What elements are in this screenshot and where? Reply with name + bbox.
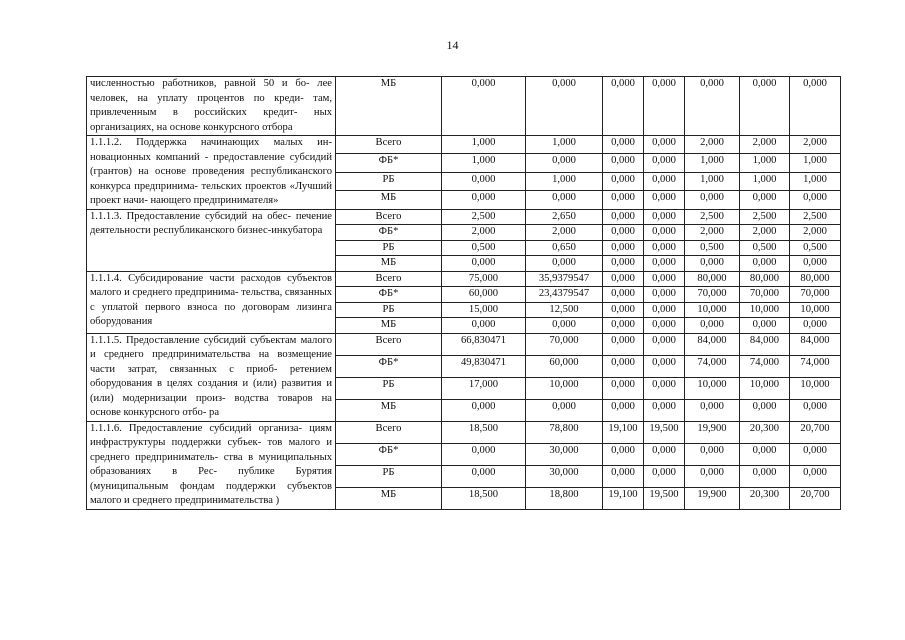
funding-source-cell: МБ	[336, 256, 442, 272]
amount-cell: 0,000	[740, 318, 790, 334]
amount-cell: 20,700	[790, 487, 841, 509]
funding-source-cell: ФБ*	[336, 287, 442, 303]
funding-source-cell: Всего	[336, 271, 442, 287]
amount-cell: 2,650	[526, 209, 603, 225]
amount-cell: 2,500	[685, 209, 740, 225]
amount-cell: 1,000	[740, 172, 790, 190]
amount-cell: 19,900	[685, 421, 740, 443]
amount-cell: 0,000	[685, 256, 740, 272]
amount-cell: 10,000	[790, 377, 841, 399]
amount-cell: 30,000	[526, 443, 603, 465]
funding-source-cell: ФБ*	[336, 154, 442, 172]
amount-cell: 0,000	[740, 443, 790, 465]
amount-cell: 0,000	[644, 355, 685, 377]
amount-cell: 0,000	[603, 355, 644, 377]
funding-source-cell: ФБ*	[336, 443, 442, 465]
amount-cell: 84,000	[740, 333, 790, 355]
amount-cell: 60,000	[526, 355, 603, 377]
funding-source-cell: МБ	[336, 318, 442, 334]
amount-cell: 0,000	[644, 225, 685, 241]
measure-description: численностью работников, равной 50 и бо- лее человек, на уплату процентов по креди- там, привлеченным в российских кредит- ных организациях, на основе конкурсного отбора	[87, 77, 336, 136]
amount-cell: 74,000	[685, 355, 740, 377]
table-row	[87, 421, 841, 443]
amount-cell: 1,000	[442, 136, 526, 154]
amount-cell: 0,000	[603, 399, 644, 421]
amount-cell: 2,500	[790, 209, 841, 225]
amount-cell: 49,830471	[442, 355, 526, 377]
measure-description: 1.1.1.4. Субсидирование части расходов субъектов малого и среднего предпринима- тельства, связанных с уплатой первого взноса по договорам лизинга оборудования	[87, 271, 336, 333]
amount-cell: 0,500	[442, 240, 526, 256]
funding-source-cell: МБ	[336, 191, 442, 209]
amount-cell: 2,500	[740, 209, 790, 225]
amount-cell: 0,000	[790, 465, 841, 487]
amount-cell: 0,000	[526, 154, 603, 172]
amount-cell: 60,000	[442, 287, 526, 303]
funding-source-cell: Всего	[336, 209, 442, 225]
amount-cell: 2,000	[790, 136, 841, 154]
amount-cell: 20,300	[740, 421, 790, 443]
amount-cell: 0,000	[644, 240, 685, 256]
amount-cell: 2,000	[790, 225, 841, 241]
amount-cell: 75,000	[442, 271, 526, 287]
amount-cell: 84,000	[790, 333, 841, 355]
amount-cell: 0,000	[685, 318, 740, 334]
table-row	[87, 333, 841, 355]
funding-source-cell: Всего	[336, 333, 442, 355]
amount-cell: 0,000	[526, 191, 603, 209]
amount-cell: 0,000	[644, 191, 685, 209]
amount-cell: 0,000	[603, 225, 644, 241]
amount-cell: 0,000	[685, 77, 740, 136]
measure-description: 1.1.1.2. Поддержка начинающих малых ин- новационных компаний - предоставление субсидий (грантов) на основе проведения республиканского конкурса предпринима- тельских проектов «Лучший проект начи- нающего предпринимателя»	[87, 136, 336, 210]
amount-cell: 2,000	[685, 225, 740, 241]
amount-cell: 0,000	[644, 333, 685, 355]
amount-cell: 10,000	[685, 377, 740, 399]
amount-cell: 0,000	[644, 209, 685, 225]
amount-cell: 19,100	[603, 487, 644, 509]
amount-cell: 0,000	[442, 172, 526, 190]
amount-cell: 1,000	[685, 172, 740, 190]
funding-source-cell: РБ	[336, 240, 442, 256]
funding-source-cell: Всего	[336, 136, 442, 154]
amount-cell: 74,000	[790, 355, 841, 377]
amount-cell: 0,000	[644, 302, 685, 318]
amount-cell: 2,000	[685, 136, 740, 154]
amount-cell: 10,000	[790, 302, 841, 318]
amount-cell: 10,000	[740, 302, 790, 318]
funding-source-cell: РБ	[336, 377, 442, 399]
amount-cell: 0,000	[790, 256, 841, 272]
amount-cell: 0,000	[603, 154, 644, 172]
amount-cell: 0,500	[790, 240, 841, 256]
amount-cell: 1,000	[740, 154, 790, 172]
table-row	[87, 77, 841, 136]
amount-cell: 0,000	[603, 318, 644, 334]
amount-cell: 0,000	[526, 256, 603, 272]
amount-cell: 0,650	[526, 240, 603, 256]
amount-cell: 0,000	[603, 172, 644, 190]
funding-source-cell: РБ	[336, 302, 442, 318]
amount-cell: 0,000	[603, 271, 644, 287]
amount-cell: 0,000	[442, 318, 526, 334]
amount-cell: 0,000	[603, 465, 644, 487]
amount-cell: 0,000	[442, 443, 526, 465]
amount-cell: 0,000	[740, 465, 790, 487]
amount-cell: 0,000	[603, 240, 644, 256]
amount-cell: 2,000	[740, 225, 790, 241]
amount-cell: 0,000	[644, 271, 685, 287]
amount-cell: 35,9379547	[526, 271, 603, 287]
amount-cell: 19,100	[603, 421, 644, 443]
amount-cell: 0,000	[644, 465, 685, 487]
amount-cell: 19,500	[644, 421, 685, 443]
amount-cell: 0,000	[790, 443, 841, 465]
amount-cell: 0,000	[603, 302, 644, 318]
amount-cell: 0,000	[603, 287, 644, 303]
amount-cell: 0,000	[603, 77, 644, 136]
amount-cell: 0,000	[644, 377, 685, 399]
amount-cell: 0,000	[790, 77, 841, 136]
funding-source-cell: Всего	[336, 421, 442, 443]
amount-cell: 0,000	[644, 318, 685, 334]
table-row	[87, 136, 841, 154]
amount-cell: 78,800	[526, 421, 603, 443]
amount-cell: 0,000	[685, 443, 740, 465]
amount-cell: 10,000	[526, 377, 603, 399]
amount-cell: 0,000	[644, 172, 685, 190]
funding-source-cell: МБ	[336, 399, 442, 421]
funding-source-cell: ФБ*	[336, 355, 442, 377]
amount-cell: 0,000	[740, 256, 790, 272]
amount-cell: 0,500	[740, 240, 790, 256]
amount-cell: 0,000	[644, 136, 685, 154]
funding-source-cell: РБ	[336, 172, 442, 190]
amount-cell: 10,000	[685, 302, 740, 318]
amount-cell: 0,000	[740, 399, 790, 421]
table-row	[87, 271, 841, 287]
amount-cell: 80,000	[740, 271, 790, 287]
amount-cell: 0,000	[644, 77, 685, 136]
amount-cell: 0,000	[603, 333, 644, 355]
amount-cell: 2,500	[442, 209, 526, 225]
measure-description: 1.1.1.3. Предоставление субсидий на обес- печение деятельности республиканского бизнес-инкубатора	[87, 209, 336, 271]
amount-cell: 0,000	[740, 77, 790, 136]
amount-cell: 80,000	[685, 271, 740, 287]
amount-cell: 0,000	[526, 399, 603, 421]
amount-cell: 0,000	[685, 191, 740, 209]
measure-description: 1.1.1.6. Предоставление субсидий организа- циям инфраструктуры поддержки субъек- тов малого и среднего предприниматель- ства в муниципальных образованиях в Рес- публике Бурятия (муниципальным фондам поддержки субъектов малого и среднего предпринимательства )	[87, 421, 336, 509]
amount-cell: 23,4379547	[526, 287, 603, 303]
amount-cell: 70,000	[526, 333, 603, 355]
amount-cell: 19,500	[644, 487, 685, 509]
amount-cell: 70,000	[740, 287, 790, 303]
funding-source-cell: РБ	[336, 465, 442, 487]
amount-cell: 18,500	[442, 487, 526, 509]
amount-cell: 18,800	[526, 487, 603, 509]
measure-description: 1.1.1.5. Предоставление субсидий субъектам малого и среднего предпринимательства на возмещение части затрат, связанных с приоб- ретением оборудования в целях создания и (или) развития и (или) модернизации произ- водства товаров на основе конкурсного отбо- ра	[87, 333, 336, 421]
amount-cell: 2,000	[740, 136, 790, 154]
amount-cell: 74,000	[740, 355, 790, 377]
amount-cell: 0,000	[790, 318, 841, 334]
amount-cell: 19,900	[685, 487, 740, 509]
budget-table	[86, 76, 841, 510]
amount-cell: 84,000	[685, 333, 740, 355]
amount-cell: 15,000	[442, 302, 526, 318]
amount-cell: 17,000	[442, 377, 526, 399]
table-row	[87, 209, 841, 225]
amount-cell: 1,000	[790, 154, 841, 172]
amount-cell: 0,000	[644, 287, 685, 303]
amount-cell: 1,000	[685, 154, 740, 172]
amount-cell: 66,830471	[442, 333, 526, 355]
amount-cell: 0,000	[442, 465, 526, 487]
funding-source-cell: ФБ*	[336, 225, 442, 241]
amount-cell: 0,000	[603, 256, 644, 272]
amount-cell: 70,000	[685, 287, 740, 303]
amount-cell: 0,000	[442, 399, 526, 421]
amount-cell: 0,000	[442, 77, 526, 136]
amount-cell: 0,000	[442, 256, 526, 272]
amount-cell: 2,000	[442, 225, 526, 241]
amount-cell: 0,000	[685, 465, 740, 487]
amount-cell: 1,000	[526, 136, 603, 154]
funding-source-cell: МБ	[336, 487, 442, 509]
amount-cell: 10,000	[740, 377, 790, 399]
table-body	[87, 77, 841, 510]
amount-cell: 0,000	[790, 191, 841, 209]
amount-cell: 0,000	[603, 136, 644, 154]
amount-cell: 0,000	[685, 399, 740, 421]
page-number: 14	[446, 38, 459, 52]
amount-cell: 0,000	[790, 399, 841, 421]
amount-cell: 0,000	[644, 443, 685, 465]
amount-cell: 70,000	[790, 287, 841, 303]
amount-cell: 0,000	[526, 77, 603, 136]
amount-cell: 0,000	[603, 443, 644, 465]
amount-cell: 0,000	[644, 256, 685, 272]
amount-cell: 0,000	[603, 377, 644, 399]
amount-cell: 1,000	[442, 154, 526, 172]
amount-cell: 0,000	[644, 399, 685, 421]
amount-cell: 12,500	[526, 302, 603, 318]
amount-cell: 1,000	[526, 172, 603, 190]
amount-cell: 0,000	[740, 191, 790, 209]
amount-cell: 0,000	[603, 191, 644, 209]
amount-cell: 1,000	[790, 172, 841, 190]
amount-cell: 0,000	[644, 154, 685, 172]
amount-cell: 18,500	[442, 421, 526, 443]
amount-cell: 0,000	[526, 318, 603, 334]
amount-cell: 0,000	[442, 191, 526, 209]
funding-source-cell: МБ	[336, 77, 442, 136]
amount-cell: 30,000	[526, 465, 603, 487]
amount-cell: 0,000	[603, 209, 644, 225]
amount-cell: 20,300	[740, 487, 790, 509]
amount-cell: 80,000	[790, 271, 841, 287]
amount-cell: 0,500	[685, 240, 740, 256]
amount-cell: 2,000	[526, 225, 603, 241]
amount-cell: 20,700	[790, 421, 841, 443]
